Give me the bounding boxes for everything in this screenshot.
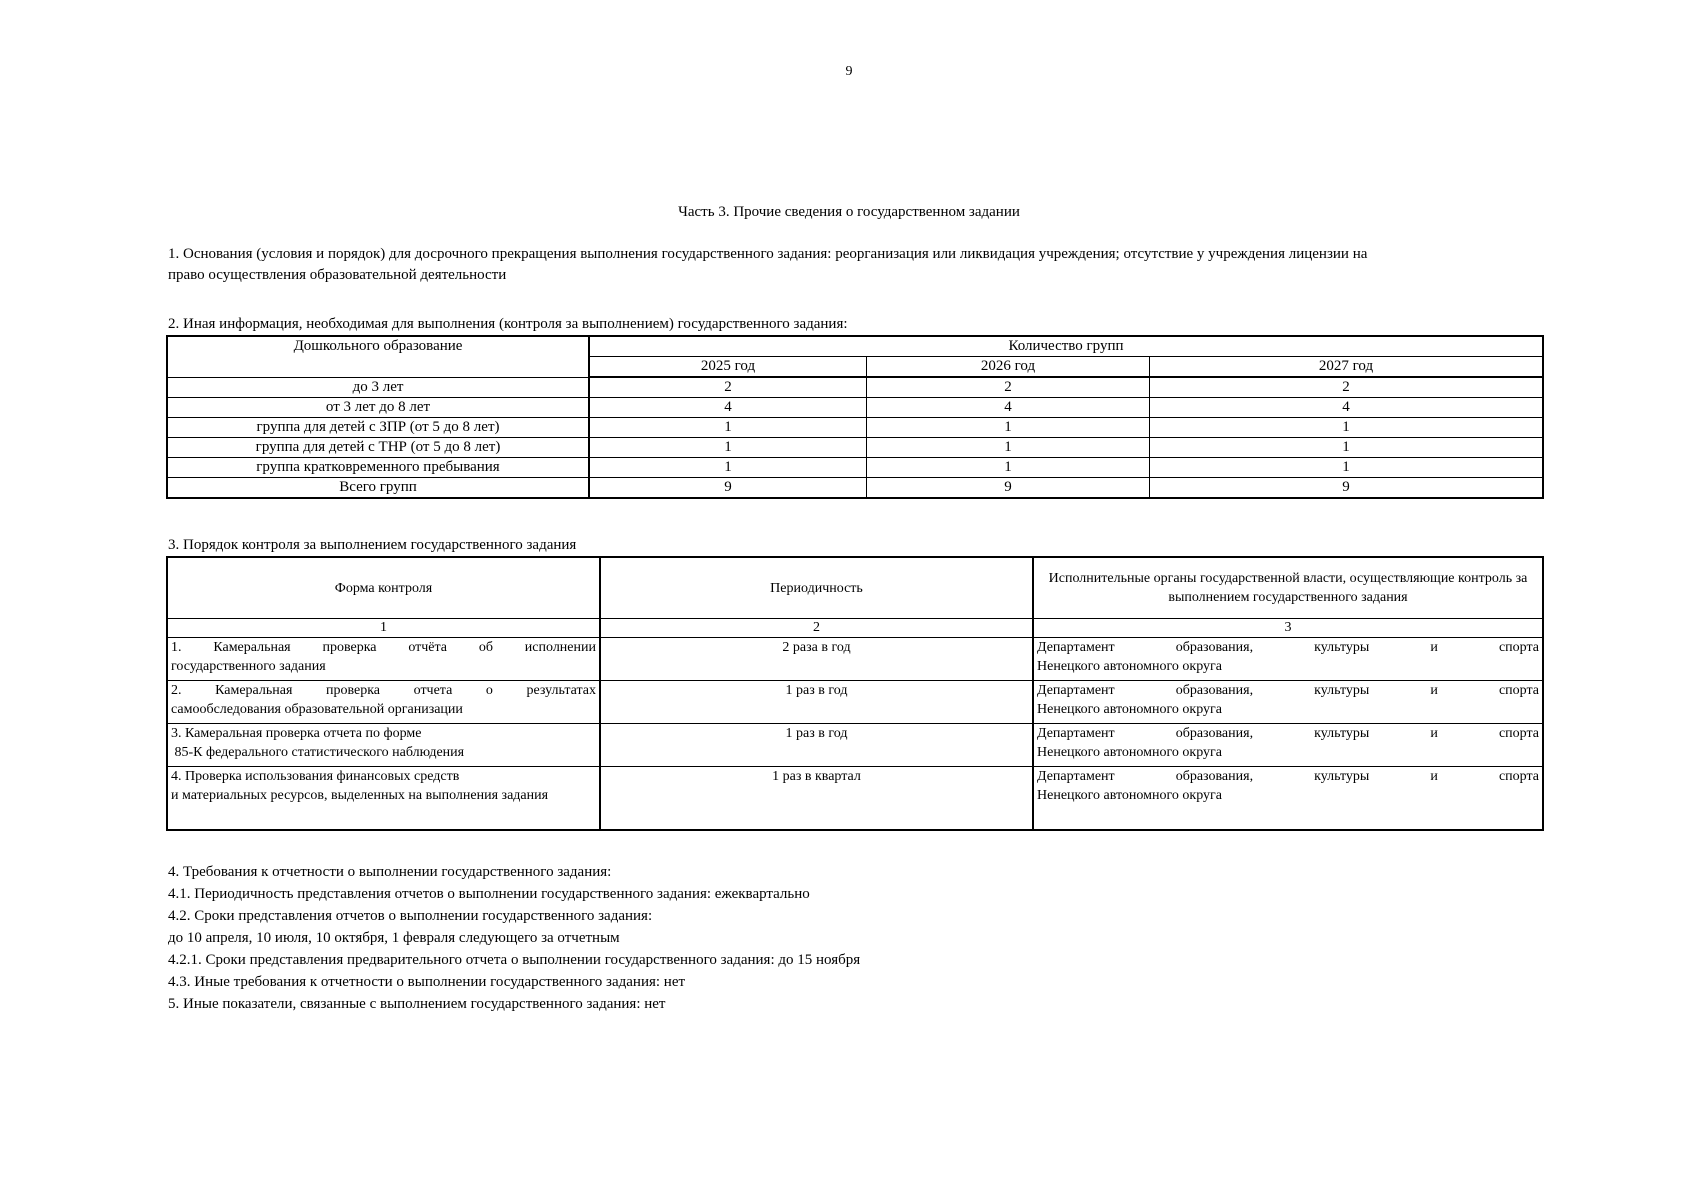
table-row [167, 767, 1543, 831]
cell-value: 1 [867, 458, 1150, 478]
control-period: 1 раз в квартал [600, 767, 1033, 831]
table-row [167, 724, 1543, 767]
control-organ-line2: Ненецкого автономного округа [1037, 659, 1222, 674]
requirements-line: 4.1. Периодичность представления отчетов о выполнении государственного задания: ежеквартально [168, 886, 810, 902]
requirements-line: 5. Иные показатели, связанные с выполнением государственного задания: нет [168, 996, 666, 1012]
cell-value: 9 [867, 478, 1150, 499]
control-organ-line2: Ненецкого автономного округа [1037, 788, 1222, 803]
cell-value: 4 [867, 398, 1150, 418]
row-label: группа для детей с ТНР (от 5 до 8 лет) [167, 438, 589, 458]
col-number: 1 [167, 619, 600, 638]
control-form [167, 724, 600, 767]
row-label: группа кратковременного пребывания [167, 458, 589, 478]
control-period: 1 раз в год [600, 681, 1033, 724]
control-form [167, 767, 600, 831]
groups-header: Количество групп [589, 336, 1543, 357]
control-organ [1033, 681, 1543, 724]
table-row [167, 398, 1543, 418]
table-row-total [167, 478, 1543, 499]
control-table [166, 556, 1544, 831]
table-row [167, 418, 1543, 438]
year-2026: 2026 год [867, 357, 1150, 378]
table-row [167, 681, 1543, 724]
cell-value: 1 [1150, 418, 1544, 438]
section-2-title: 2. Иная информация, необходимая для выполнения (контроля за выполнением) государственного задания: [168, 316, 848, 332]
control-form-line2: и материальных ресурсов, выделенных на выполнения задания [171, 788, 549, 803]
control-form-line1: 2. Камеральная проверка отчета о результатах [171, 683, 596, 698]
control-period: 2 раза в год [600, 638, 1033, 681]
control-form-line2: самообследования образовательной организации [171, 702, 463, 717]
header-organ: Исполнительные органы государственной власти, осуществляющие контроль за выполнением государственного задания [1033, 557, 1543, 619]
cell-value: 4 [589, 398, 867, 418]
cell-value: 1 [589, 438, 867, 458]
groups-col-label: Дошкольного образование [167, 336, 589, 377]
cell-value: 1 [589, 418, 867, 438]
table-row [167, 377, 1543, 398]
cell-value: 9 [589, 478, 867, 499]
header-form: Форма контроля [167, 557, 600, 619]
table-row [167, 638, 1543, 681]
cell-value: 2 [589, 377, 867, 398]
part-title: Часть 3. Прочие сведения о государственном задании [678, 204, 1020, 220]
col-number: 2 [600, 619, 1033, 638]
cell-value: 1 [589, 458, 867, 478]
table-row [167, 458, 1543, 478]
cell-value: 4 [1150, 398, 1544, 418]
control-form [167, 681, 600, 724]
control-period: 1 раз в год [600, 724, 1033, 767]
cell-value: 1 [867, 418, 1150, 438]
header-period: Периодичность [600, 557, 1033, 619]
control-form [167, 638, 600, 681]
control-organ [1033, 638, 1543, 681]
control-form-line1: 4. Проверка использования финансовых средств [171, 769, 460, 784]
row-label: до 3 лет [167, 377, 589, 398]
control-organ [1033, 767, 1543, 831]
control-organ-line1: Департамент образования, культуры и спорта [1037, 683, 1539, 698]
requirements-line: до 10 апреля, 10 июля, 10 октября, 1 февраля следующего за отчетным [168, 930, 620, 946]
requirements-line: 4.2.1. Сроки представления предварительного отчета о выполнении государственного задания: до 15 ноября [168, 952, 861, 968]
cell-value: 9 [1150, 478, 1544, 499]
control-organ-line1: Департамент образования, культуры и спорта [1037, 726, 1539, 741]
requirements-line: 4.2. Сроки представления отчетов о выполнении государственного задания: [168, 908, 653, 924]
requirements-line: 4. Требования к отчетности о выполнении государственного задания: [168, 864, 612, 880]
table-row [167, 438, 1543, 458]
control-organ-line1: Департамент образования, культуры и спорта [1037, 769, 1539, 784]
requirements-line: 4.3. Иные требования к отчетности о выполнении государственного задания: нет [168, 974, 686, 990]
cell-value: 2 [867, 377, 1150, 398]
control-organ-line1: Департамент образования, культуры и спорта [1037, 640, 1539, 655]
cell-value: 2 [1150, 377, 1544, 398]
section-1-text: 1. Основания (условия и порядок) для досрочного прекращения выполнения государственного задания: реорганизация или ликвидация учреждения; отсутствие у учреждения лицензии на право осуществления образовательной деятельности [168, 246, 1368, 283]
row-label: Всего групп [167, 478, 589, 499]
col-number: 3 [1033, 619, 1543, 638]
cell-value: 1 [1150, 438, 1544, 458]
control-organ-line2: Ненецкого автономного округа [1037, 745, 1222, 760]
year-2025: 2025 год [589, 357, 867, 378]
cell-value: 1 [1150, 458, 1544, 478]
control-form-line2: 85-К федерального статистического наблюдения [171, 745, 465, 760]
control-form-line1: 1. Камеральная проверка отчёта об исполнении [171, 640, 596, 655]
section-3-title: 3. Порядок контроля за выполнением государственного задания [168, 537, 577, 553]
year-2027: 2027 год [1150, 357, 1544, 378]
cell-value: 1 [867, 438, 1150, 458]
control-form-line2: государственного задания [171, 659, 326, 674]
groups-table [166, 335, 1544, 499]
control-organ [1033, 724, 1543, 767]
control-form-line1: 3. Камеральная проверка отчета по форме [171, 726, 422, 741]
row-label: группа для детей с ЗПР (от 5 до 8 лет) [167, 418, 589, 438]
page-number: 9 [845, 64, 853, 79]
row-label: от 3 лет до 8 лет [167, 398, 589, 418]
control-organ-line2: Ненецкого автономного округа [1037, 702, 1222, 717]
